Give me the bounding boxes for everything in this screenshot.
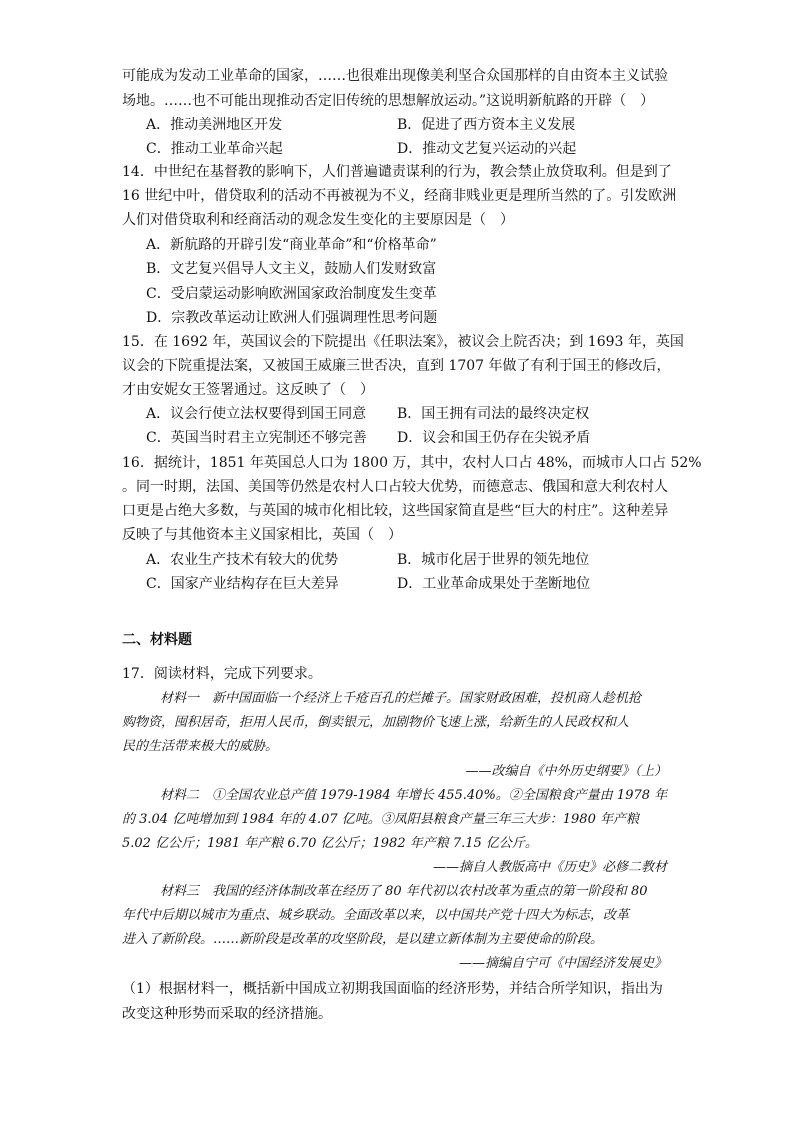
q16-option-d: D．工业革命成果处于垄断地位 (397, 576, 591, 592)
q17-sub1-line2: 改变这种形势而采取的经济措施。 (122, 1006, 332, 1022)
q14-option-a: A．新航路的开辟引发“商业革命”和“价格革命” (146, 237, 437, 253)
q13-option-a: A．推动美洲地区开发 (146, 117, 283, 133)
q13-stem-line1: 可能成为发动工业革命的国家，……也很难出现像美利坚合众国那样的自由资本主义试验 (122, 68, 668, 84)
q14-stem-line3: 人们对借贷取利和经商活动的观念发生变化的主要原因是（ ） (122, 212, 514, 228)
material-2-source: ——摘自人教版高中《历史》必修二教材 (432, 860, 667, 875)
q16-stem-line3: 口更是占绝大多数，与英国的城市化相比较，这些国家简直是些“巨大的村庄”。这种差异 (122, 503, 669, 519)
q15-stem-line2: 议会的下院重提法案，又被国王威廉三世否决，直到 1707 年做了有利于国王的修改后， (122, 358, 671, 374)
q17-sub1-line1: （1）根据材料一，概括新中国成立初期我国面临的经济形势，并结合所学知识，指出为 (122, 981, 663, 997)
q14-option-c: C．受启蒙运动影响欧洲国家政治制度发生变革 (146, 286, 437, 302)
q14-option-d: D．宗教改革运动让欧洲人们强调理性思考问题 (146, 310, 438, 326)
q15-stem-line3: 才由安妮女王签署通过。这反映了（ ） (122, 382, 374, 398)
material-1-line3: 民的生活带来极大的威胁。 (122, 739, 279, 754)
q15-option-b: B．国王拥有司法的最终决定权 (397, 406, 590, 422)
q15-option-a: A．议会行使立法权要得到国王同意 (146, 406, 367, 422)
q16-stem-line2: 。同一时期，法国、美国等仍然是农村人口占较大优势，而德意志、俄国和意大利农村人 (122, 479, 668, 495)
section-heading: 二、材料题 (122, 632, 192, 648)
q15-option-c: C．英国当时君主立宪制还不够完善 (146, 430, 367, 446)
q16-option-a: A．农业生产技术有较大的优势 (146, 552, 339, 568)
q16-stem-line1: 16．据统计，1851 年英国总人口为 1800 万，其中，农村人口占 48%，而城市人口占 52% (122, 455, 702, 471)
material-3-line2: 年代中后期以城市为重点、城乡联动。全面改革以来，以中国共产党十四大为标志，改革 (122, 908, 630, 923)
material-1-line2: 购物资，囤积居奇，拒用人民币，倒卖银元，加剧物价飞速上涨，给新生的人民政权和人 (122, 715, 630, 730)
material-3-source: ——摘编自宁可《中国经济发展史》 (458, 956, 667, 971)
q13-option-b: B．促进了西方资本主义发展 (397, 117, 576, 133)
q16-option-b: B．城市化居于世界的领先地位 (397, 552, 590, 568)
material-2-line3: 5.02 亿公斤；1981 年产粮 6.70 亿公斤；1982 年产粮 7.15 亿公斤。 (122, 836, 538, 851)
q13-option-d: D．推动文艺复兴运动的兴起 (397, 141, 577, 157)
material-1-line1: 材料一 新中国面临一个经济上千疮百孔的烂摊子。国家财政困难，投机商人趁机抢 (160, 691, 642, 706)
q15-option-d: D．议会和国王仍存在尖锐矛盾 (397, 430, 591, 446)
q16-stem-line4: 反映了与其他资本主义国家相比，英国（ ） (122, 527, 402, 543)
q13-option-c: C．推动工业革命兴起 (146, 141, 283, 157)
q14-stem-line1: 14．中世纪在基督教的影响下，人们普遍谴责谋利的行为，教会禁止放贷取利。但是到了 (122, 164, 672, 180)
q14-stem-line2: 16 世纪中叶，借贷取利的活动不再被视为不义，经商非贱业更是理所当然的了。引发欧洲 (122, 188, 677, 204)
q17-intro: 17．阅读材料，完成下列要求。 (122, 666, 322, 682)
q13-stem-line2: 场地。……也不可能出现推动否定旧传统的思想解放运动。”这说明新航路的开辟（ ） (122, 93, 655, 109)
material-3-line1: 材料三 我国的经济体制改革在经历了 80 年代初以农村改革为重点的第一阶段和 80 (160, 884, 648, 899)
material-1-source: ——改编自《中外历史纲要》（上） (465, 764, 667, 779)
material-2-line1: 材料二 ①全国农业总产值 1979-1984 年增长 455.40%。②全国粮食产量由 1978 年 (160, 788, 668, 803)
material-2-line2: 的 3.04 亿吨增加到 1984 年的 4.07 亿吨。③凤阳县粮食产量三年三大步：1980 年产粮 (122, 812, 639, 827)
q15-stem-line1: 15．在 1692 年，英国议会的下院提出《任职法案》，被议会上院否决；到 1693 年，英国 (122, 334, 684, 350)
material-3-line3: 进入了新阶段。……新阶段是改革的攻坚阶段，是以建立新体制为主要使命的阶段。 (122, 932, 604, 947)
q14-option-b: B．文艺复兴倡导人文主义，鼓励人们发财致富 (146, 261, 437, 277)
q16-option-c: C．国家产业结构存在巨大差异 (146, 576, 339, 592)
